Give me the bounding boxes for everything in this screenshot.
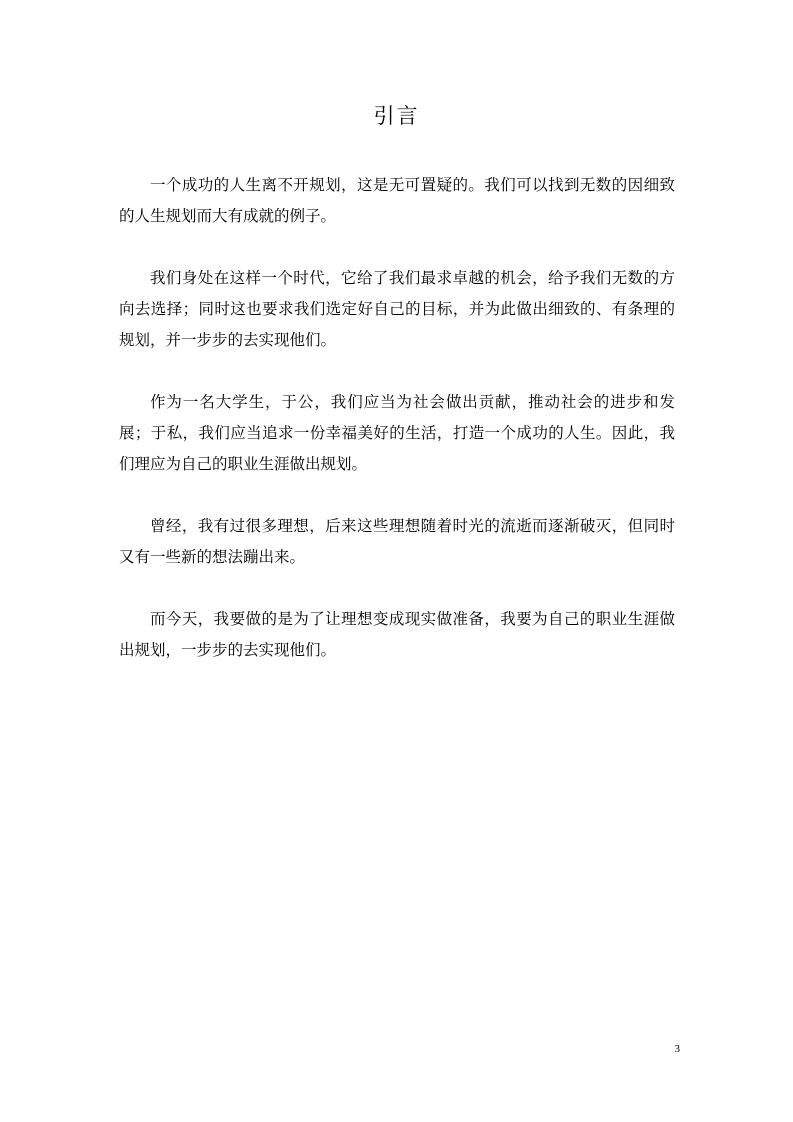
document-body	[119, 170, 675, 697]
paragraph-4: 曾经，我有过很多理想，后来这些理想随着时光的流逝而逐渐破灭，但同时又有一些新的想法蹦出来。	[119, 517, 675, 566]
page-title: 引言	[373, 104, 420, 128]
page-number: 3	[674, 1043, 680, 1055]
paragraph-5: 而今天，我要做的是为了让理想变成现实做准备，我要为自己的职业生涯做出规划，一步步的去实现他们。	[119, 610, 675, 659]
paragraph-2: 我们身处在这样一个时代，它给了我们最求卓越的机会，给予我们无数的方向去选择；同时这也要求我们选定好自己的目标，并为此做出细致的、有条理的规划，并一步步的去实现他们。	[119, 269, 675, 349]
paragraph-3: 作为一名大学生，于公，我们应当为社会做出贡献，推动社会的进步和发展；于私，我们应当追求一份幸福美好的生活，打造一个成功的人生。因此，我们理应为自己的职业生涯做出规划。	[119, 393, 675, 473]
paragraph-1: 一个成功的人生离不开规划，这是无可置疑的。我们可以找到无数的因细致的人生规划而大有成就的例子。	[119, 176, 675, 225]
